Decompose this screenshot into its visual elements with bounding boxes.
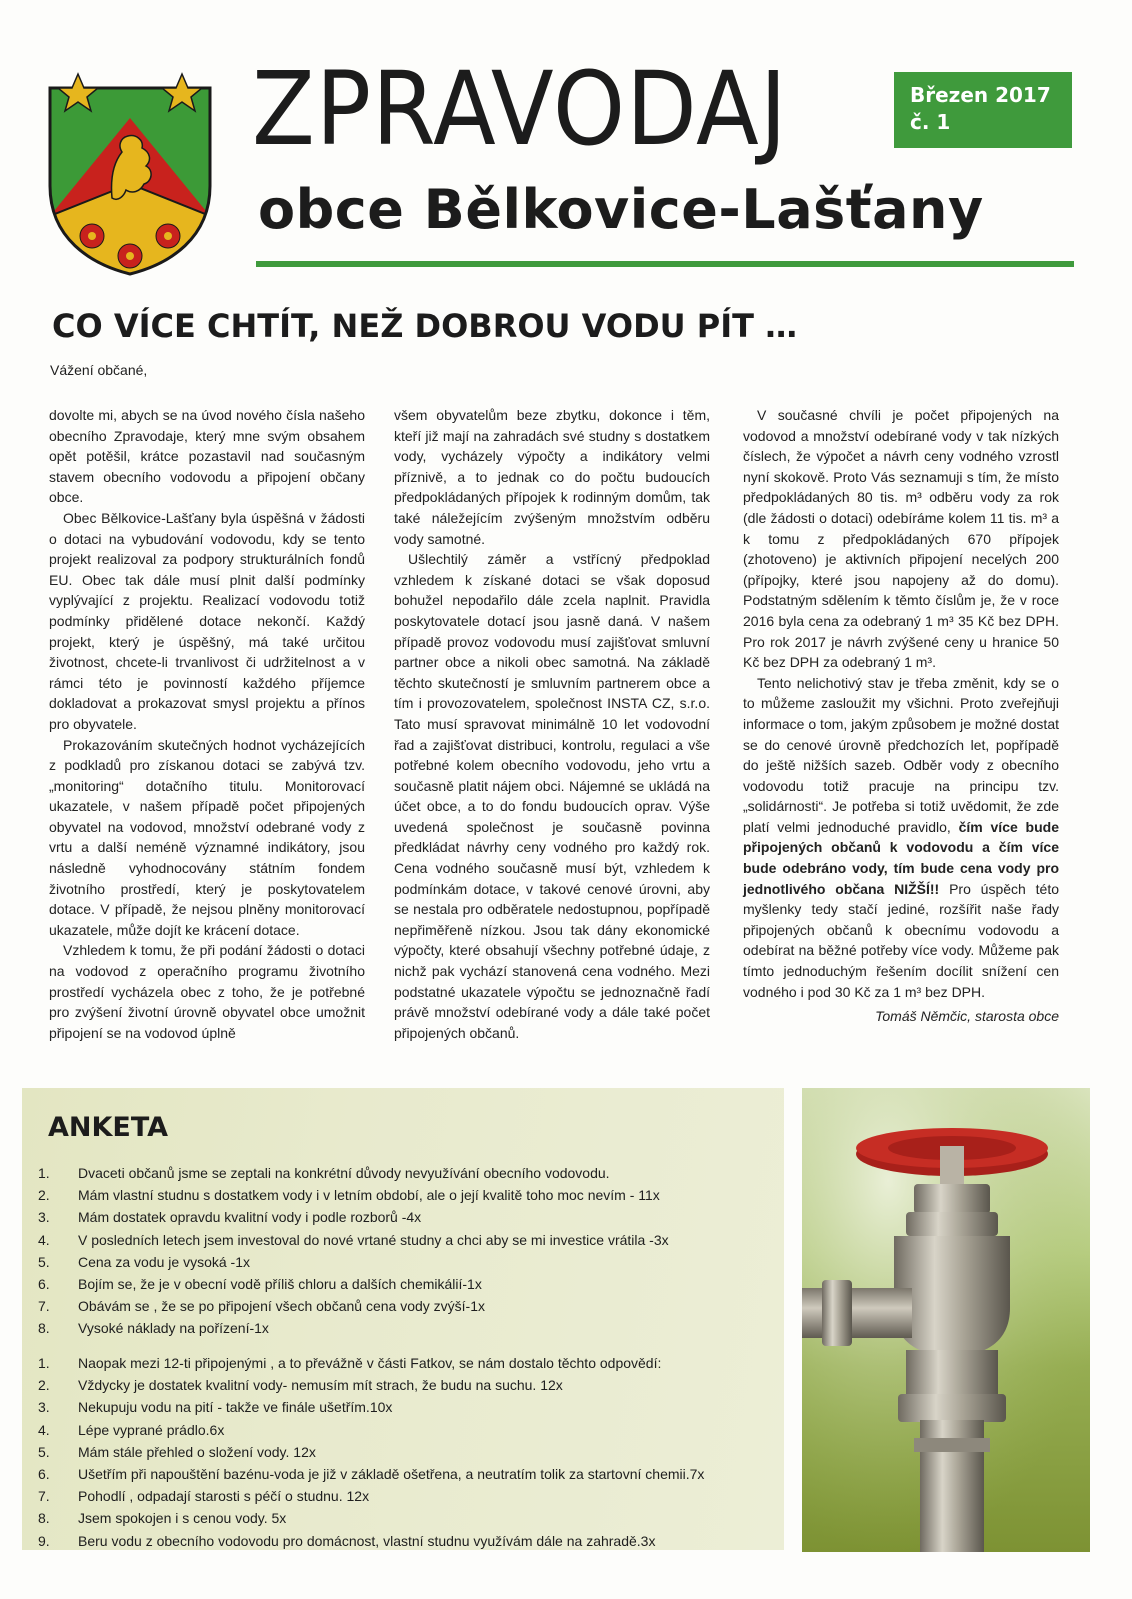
- article-headline: CO VÍCE CHTÍT, NEŽ DOBROU VODU PÍT …: [52, 307, 798, 345]
- list-item: 6. Ušetřím při napouštění bazénu-voda je již v základě ošetřena, a neutratím tolik za startovní chemii.7x: [38, 1465, 705, 1482]
- survey-title: ANKETA: [48, 1112, 169, 1143]
- list-item: 8. Vysoké náklady na pořízení-1x: [38, 1320, 269, 1337]
- author-signature: Tomáš Němčic, starosta obce: [875, 1008, 1059, 1025]
- list-item: 5. Cena za vodu je vysoká -1x: [38, 1253, 250, 1270]
- issue-number: č. 1: [910, 110, 951, 134]
- list-item: 6. Bojím se, že je v obecní vodě příliš chloru a dalších chemikálií-1x: [38, 1275, 482, 1292]
- list-item: 7. Pohodlí , odpadají starosti s péčí o studnu. 12x: [38, 1488, 370, 1505]
- masthead-divider: [256, 261, 1074, 267]
- list-item: 3. Mám dostatek opravdu kvalitní vody i podle rozborů -4x: [38, 1209, 422, 1226]
- list-item: 4. V posledních letech jsem investoval do nové vrtané studny a chci aby se mi investice vrátila -3x: [38, 1231, 669, 1248]
- list-item: 9. Beru vodu z obecního vodovodu pro domácnost, vlastní studnu využívám dále na zahradě.3x: [38, 1532, 656, 1549]
- article-paragraph: Vzhledem k tomu, že při podání žádosti o dotaci na vodovod z operačního programu životního prostředí vycházela obec z toho, že je potřebné pro zvýšení životní úrovně obyvatel obce umožnit připojení se na vodovod úplně: [49, 942, 365, 1041]
- article-column-1: [49, 405, 365, 1043]
- survey-list-users: [34, 1352, 794, 1552]
- article-paragraph: [743, 673, 1059, 1003]
- paragraph-text: Tento nelichotivý stav je třeba změnit, kdy se o to můžeme zasloužit my všichni. Proto zveřejňuji informace o tom, jakým způsobem je možné dostat se do cenové úrovně předchozích let, popřípadě do ještě nižších sazeb. Odběr vody z obecního vodovodu totiž pracuje na principu tzv. „solidárnosti“. Je potřeba si totiž uvědomit, že zde platí velmi jednoduché pravidlo,: [743, 674, 1059, 835]
- article-paragraph: Prokazováním skutečných hodnot vycházejících z podkladů pro získanou dotaci se zabývá tzv. „monitoring“ dotačního titulu. Monitorovací ukazatele, v našem případě počet připojených obyvatel na vodovod, množství odebrané vody z vrtu a další neméně významné indikátory, jsou následně vyhodnocovány státním fondem životního prostředí, který je poskytovatelem dotace. V případě, že nejsou plněny monitorovací ukazatele, může dojít ke krácení dotace.: [49, 736, 365, 938]
- emphasized-rule: čím více bude připojených občanů k vodovodu a čím více bude odebráno vody, tím bude cena vody pro jednotlivého občana NIŽŠÍ!!: [743, 818, 1059, 897]
- article-paragraph: všem obyvatelům beze zbytku, dokonce i těm, kteří již mají na zahradách své studny s dostatkem vody, vycházely výpočty a indikátory velmi příznivě, a to jednak co do počtu budoucích předpokládaných přípojek k rodinným domům, tak také náležejícím zvýšeným množstvím odběru vody samotné.: [394, 407, 710, 547]
- list-item: 4. Lépe vyprané prádlo.6x: [38, 1421, 225, 1438]
- list-item: 3. Nekupuju vodu na pití - takže ve finále ušetřím.10x: [38, 1399, 393, 1416]
- list-item: 1. Naopak mezi 12-ti připojenými , a to převážně v části Fatkov, se nám dostalo těchto odpovědí:: [38, 1355, 662, 1371]
- water-tap-photo: [802, 1088, 1090, 1552]
- paragraph-text: Pro úspěch této myšlenky tedy stačí jediné, rozšířit naše řady připojených občanů k obecnímu vodovodu a odebírat na běžné potřeby více vody. Můžeme pak tímto jednoduchým řešením docílit snížení cen vodného i pod 30 Kč za 1 m³ bez DPH.: [743, 880, 1059, 1000]
- article-paragraph: V současné chvíli je počet připojených na vodovod a množství odebírané vody v tak nízkých číslech, že výpočet a návrh ceny vodného vzrostl nyní skokově. Proto Vás seznamuji s tím, že místo předpokládaných 80 tis. m³ odběru vody za rok (dle žádosti o dotaci) odebíráme kolem 11 tis. m³ a k tomu z předpokládaných 670 přípojek (zhotoveno) je aktivních připojení necelých 200 (přípojky, které jsou napojeny až do domu). Podstatným sdělením k těmto číslům je, že v roce 2016 byla cena za odebraný 1 m³ 35 Kč bez DPH. Pro rok 2017 je návrh zvýšené ceny u hranice 50 Kč bez DPH za odebraný 1 m³.: [743, 407, 1059, 671]
- survey-list-nonusers: [34, 1162, 794, 1340]
- article-paragraph: dovolte mi, abych se na úvod nového čísla našeho obecního Zpravodaje, který mne svým obsahem opět potěšil, krátce pozastavil nad současným stavem obecního vodovodu a připojení občany obce.: [49, 407, 365, 506]
- water-tap-icon: [802, 1088, 1090, 1552]
- list-item: 2. Vždycky je dostatek kvalitní vody- nemusím mít strach, že budu na suchu. 12x: [38, 1377, 563, 1394]
- article-column-2: [394, 405, 710, 1043]
- newsletter-subtitle: obce Bělkovice-Lašťany: [258, 178, 984, 241]
- list-item: 1. Dvaceti občanů jsme se zeptali na konkrétní důvody nevyužívání obecního vodovodu.: [38, 1165, 610, 1181]
- issue-badge: [894, 72, 1072, 148]
- article-paragraph: Obec Bělkovice-Lašťany byla úspěšná v žádosti o dotaci na vybudování vodovodu, kdy se tento projekt realizoval za podpory strukturálních fondů EU. Obec tak dále musí plnit další podmínky vyplývající z projektu. Realizací vodovodu totiž podmínky přidělené dotace nekončí. Každý projekt, který je úspěšný, má také určitou životnost, chcete-li trvanlivost či udržitelnost a v rámci této je povinností každého příjemce dokladovat a prokazovat smysl projektu a přínos pro obyvatele.: [49, 509, 365, 732]
- list-item: 7. Obávám se , že se po připojení všech občanů cena vody zvýší-1x: [38, 1298, 485, 1315]
- article-column-3: [743, 405, 1059, 1027]
- list-item: 8. Jsem spokojen i s cenou vody. 5x: [38, 1510, 287, 1527]
- coat-of-arms-icon: [40, 66, 220, 276]
- article-salutation: Vážení občané,: [50, 362, 148, 378]
- newsletter-title: ZPRAVODAJ: [252, 50, 788, 169]
- article-paragraph: Ušlechtilý záměr a vstřícný předpoklad vzhledem k získané dotaci se však doposud bohužel nepodařilo dále zcela naplnit. Pravidla poskytovatele dotací jsou jasně daná. V našem případě provoz vodovodu musí zajišťovat smluvní partner obce a nikoli obec samotná. Na základě těchto skutečností je smluvním partnerem obce a tím i provozovatelem, společnost INSTA CZ, s.r.o. Tato musí spravovat minimálně 10 let vodovodní řad a zajišťovat distribuci, kontrolu, regulaci a vše potřebné kolem obecního vodovodu, jeho vrtu a současně platit nájem obci. Nájemné se ukládá na účet obce, a to do fondu budoucích oprav. Výše uvedená společnost je současně povinna předkládat návrhy ceny vodného pro každý rok. Cena vodného současně musí být, vzhledem k podmínkám dotace, v takové cenové úrovni, aby se nestala pro odběratele nedostupnou, popřípadě nepřiměřeně nízkou. Jsou tak dány ekonomické výpočty, které obsahují všechny potřebné údaje, z nichž pak vychází stanovená cena vodného. Mezi podstatné ukazatele výpočtu se jednoznačně řadí právě množství odebírané vody a dále také počet připojených občanů.: [394, 551, 710, 1041]
- list-item: 2. Mám vlastní studnu s dostatkem vody i v letním období, ale o její kvalitě toho moc nevím - 11x: [38, 1187, 660, 1204]
- issue-date: Březen 2017: [910, 83, 1051, 107]
- list-item: 5. Mám stále přehled o složení vody. 12x: [38, 1443, 316, 1460]
